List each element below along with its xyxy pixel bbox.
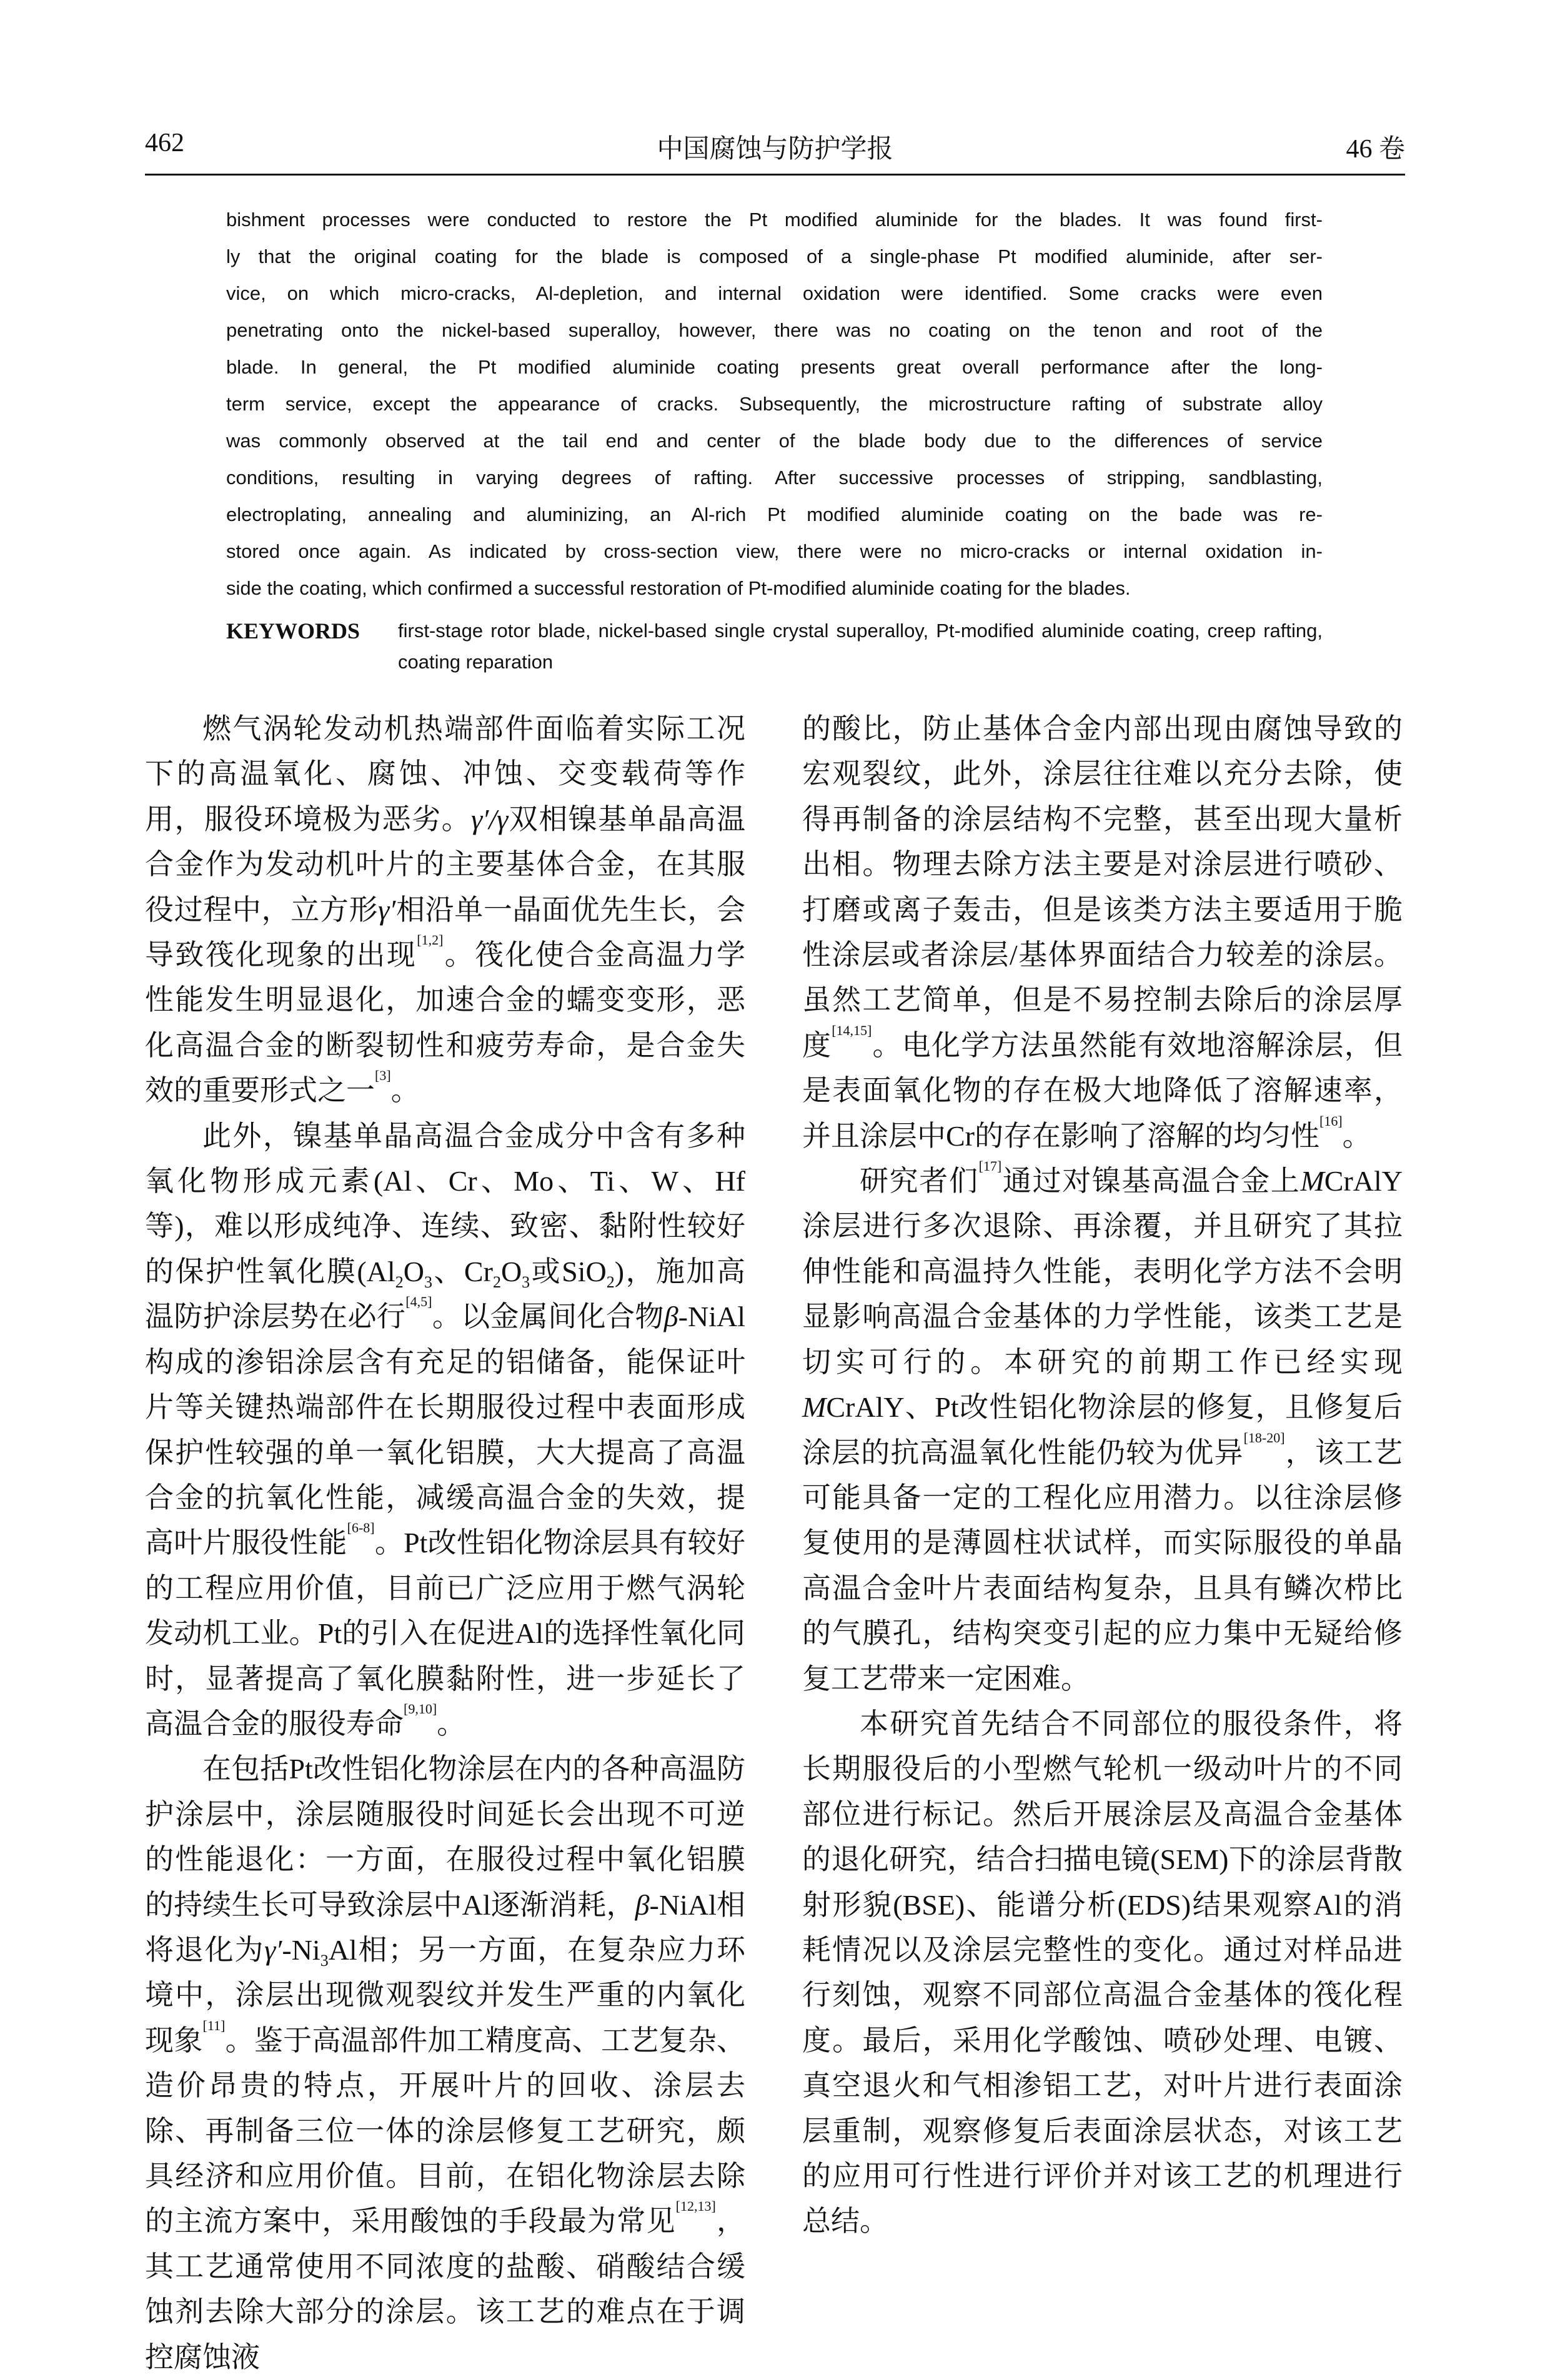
keywords-label: KEYWORDS [226, 618, 360, 643]
keywords [226, 615, 1323, 678]
text-run: 。Pt改性铝化物涂层具有较好的工程应用价值，目前已广泛应用于燃气涡轮发动机工业。Pt的引入在促进Al的选择性氧化同时，显著提高了氧化膜黏附性，进一步延长了高温合金的服役寿命 [145, 1527, 745, 1740]
subscript: 2 [606, 1273, 615, 1292]
subscript: 2 [492, 1273, 501, 1292]
abstract-line: blade. In general, the Pt modified aluminide coating presents great overall performance after the long- [226, 356, 1323, 378]
citation: [4,5] [405, 1294, 432, 1310]
body-paragraph [802, 707, 1403, 1159]
citation: [6-8] [347, 1520, 375, 1536]
text-run: 通过对镍基高温合金上 [1001, 1165, 1301, 1197]
body-paragraph [802, 1702, 1403, 2244]
text-run: 燃气涡轮发动机热端部件面临着实际工况下的高温氧化、腐蚀、冲蚀、交变载荷等作用，服役环境极为恶劣。 [145, 713, 745, 835]
italic-symbol: β [635, 1888, 650, 1921]
text-run: O [500, 1255, 522, 1287]
body-column-left [145, 707, 745, 2380]
body-paragraph [145, 1747, 745, 2380]
subscript: 3 [320, 1951, 329, 1970]
text-run: ，其工艺通常使用不同浓度的盐酸、硝酸结合缓蚀剂去除大部分的涂层。该工艺的难点在于调控腐蚀液 [145, 2205, 746, 2373]
citation: [9,10] [404, 1700, 437, 1717]
text-run: 。以金属间化合物 [432, 1301, 664, 1333]
body-paragraph [802, 1159, 1403, 1702]
text-run: -Ni [282, 1933, 320, 1966]
text-run: CrAlY、Pt改性铝化物涂层的修复，且修复后涂层的抗高温氧化性能仍较为优异 [802, 1391, 1403, 1469]
body-column-right [802, 707, 1403, 2244]
abstract-line: electroplating, annealing and aluminizing, an Al-rich Pt modified aluminide coating on the bade was re- [226, 503, 1323, 525]
text-run: 在包括Pt改性铝化物涂层在内的各种高温防护涂层中，涂层随服役时间延长会出现不可逆的性能退化：一方面，在服役过程中氧化铝膜的持续生长可导致涂层中Al逐渐消耗， [145, 1753, 745, 1921]
text-run: 此外，镍基单晶高温合金成分中含有多种氧化物形成元素(Al、Cr、Mo、Ti、W、Hf等)，难以形成纯净、连续、致密、黏附性较好的保护性氧化膜(Al [145, 1119, 745, 1287]
italic-symbol: M [802, 1391, 827, 1424]
text-run: 。 [1342, 1119, 1371, 1152]
text-run: O [403, 1255, 424, 1287]
abstract-line: penetrating onto the nickel-based superalloy, however, there was no coating on the tenon and root of the [226, 319, 1323, 341]
abstract-line: conditions, resulting in varying degrees of rafting. After successive processes of stripping, sandblasting, [226, 467, 1323, 488]
subscript: 3 [522, 1273, 530, 1292]
text-run: 双相镍基单晶高温合金作为发动机叶片的主要基体合金，在其服役过程中，立方形 [145, 803, 746, 926]
text-run: 本研究首先结合不同部位的服役条件，将长期服役后的小型燃气轮机一级动叶片的不同部位进行标记。然后开展涂层及高温合金基体的退化研究，结合扫描电镜(SEM)下的涂层背散射形貌(BSE)、能谱分析(EDS)结果观察Al的消耗情况以及涂层完整性的变化。通过对样品进行刻蚀，观察不同部位高温合金基体的筏化程度。最后，采用化学酸蚀、喷砂处理、电镀、真空退火和气相渗铝工艺，对叶片进行表面涂层重制，观察修复后表面涂层状态，对该工艺的应用可行性进行评价并对该工艺的机理进行总结。 [802, 1707, 1403, 2238]
citation: [18-20] [1243, 1429, 1285, 1445]
abstract-line: vice, on which micro-cracks, Al-depletion, and internal oxidation were identified. Some cracks were even [226, 282, 1323, 304]
text-run: 。电化学方法虽然能有效地溶解涂层，但是表面氧化物的存在极大地降低了溶解速率，并且涂层中Cr的存在影响了溶解的均匀性 [802, 1029, 1403, 1152]
citation: [14,15] [832, 1022, 872, 1038]
text-run: )，施加高温防护涂层势在必行 [145, 1255, 745, 1333]
italic-symbol: γ′ [378, 893, 396, 926]
citation: [17] [978, 1158, 1002, 1174]
text-run: CrAlY涂层进行多次退除、再涂覆，并且研究了其拉伸性能和高温持久性能，表明化学方法不会明显影响高温合金基体的力学性能，该类工艺是切实可行的。本研究的前期工作已经实现 [802, 1165, 1403, 1378]
abstract [226, 201, 1323, 607]
abstract-line: was commonly observed at the tail end and center of the blade body due to the differences of service [226, 430, 1323, 452]
text-run: 的酸比，防止基体合金内部出现由腐蚀导致的宏观裂纹，此外，涂层往往难以充分去除，使得再制备的涂层结构不完整，甚至出现大量析出相。物理去除方法主要是对涂层进行喷砂、打磨或离子轰击，但是该类方法主要适用于脆性涂层或者涂层/基体界面结合力较差的涂层。虽然工艺简单，但是不易控制去除后的涂层厚度 [802, 713, 1403, 1061]
text-run: 或SiO [530, 1255, 607, 1287]
keywords-text: first-stage rotor blade, nickel-based single crystal superalloy, Pt-modified aluminide coating, creep rafting, coating reparation [398, 620, 1323, 673]
text-run: 。筏化使合金高温力学性能发生明显退化，加速合金的蠕变变形，恶化高温合金的断裂韧性和疲劳寿命，是合金失效的重要形式之一 [145, 939, 746, 1107]
abstract-line: term service, except the appearance of cracks. Subsequently, the microstructure rafting of substrate alloy [226, 393, 1323, 415]
abstract-line: side the coating, which confirmed a successful restoration of Pt-modified aluminide coating for the blades. [226, 577, 1131, 599]
text-run: ，该工艺可能具备一定的工程化应用潜力。以往涂层修复使用的是薄圆柱状试样，而实际服役的单晶高温合金叶片表面结构复杂，且具有鳞次栉比的气膜孔，结构突变引起的应力集中无疑给修复工艺带来一定困难。 [802, 1436, 1403, 1695]
citation: [12,13] [675, 2198, 716, 2214]
header-rule [145, 174, 1405, 176]
journal-title: 中国腐蚀与防护学报 [657, 135, 893, 164]
subscript: 3 [424, 1273, 432, 1292]
text-run: Al相；另一方面，在复杂应力环境中，涂层出现微观裂纹并发生严重的内氧化现象 [145, 1933, 746, 2056]
italic-symbol: γ′/γ [471, 803, 509, 835]
text-run: 、Cr [432, 1255, 493, 1287]
body-paragraph [145, 707, 745, 1114]
text-run: 相沿单一晶面优先生长，会导致筏化现象的出现 [145, 893, 746, 971]
italic-symbol: β [663, 1301, 678, 1333]
citation: [16] [1319, 1113, 1343, 1129]
text-run: 研究者们 [860, 1165, 979, 1197]
citation: [1,2] [417, 932, 444, 948]
subscript: 2 [395, 1273, 404, 1292]
volume-label: 46 卷 [1346, 135, 1405, 164]
italic-symbol: M [1300, 1165, 1324, 1197]
body-paragraph [145, 1114, 745, 1747]
text-run: -NiAl相将退化为 [145, 1888, 746, 1966]
citation: [3] [375, 1068, 391, 1084]
page-number: 462 [145, 129, 184, 157]
abstract-line: bishment processes were conducted to restore the Pt modified aluminide for the blades. It was found first- [226, 209, 1323, 231]
text-run: -NiAl构成的渗铝涂层含有充足的铝储备，能保证叶片等关键热端部件在长期服役过程中表面形成保护性较强的单一氧化铝膜，大大提高了高温合金的抗氧化性能，减缓高温合金的失效，提高叶片服役性能 [145, 1301, 745, 1559]
citation: [11] [202, 2017, 226, 2033]
text-run: 。 [437, 1707, 466, 1740]
text-run: 。鉴于高温部件加工精度高、工艺复杂、造价昂贵的特点，开展叶片的回收、涂层去除、再制备三位一体的涂层修复工艺研究，颇具经济和应用价值。目前，在铝化物涂层去除的主流方案中，采用酸蚀的手段最为常见 [145, 2024, 745, 2238]
abstract-line: stored once again. As indicated by cross-section view, there were no micro-cracks or internal oxidation in- [226, 540, 1323, 562]
abstract-line: ly that the original coating for the blade is composed of a single-phase Pt modified aluminide, after ser- [226, 245, 1323, 267]
text-run: 。 [390, 1074, 420, 1107]
italic-symbol: γ′ [264, 1933, 282, 1966]
